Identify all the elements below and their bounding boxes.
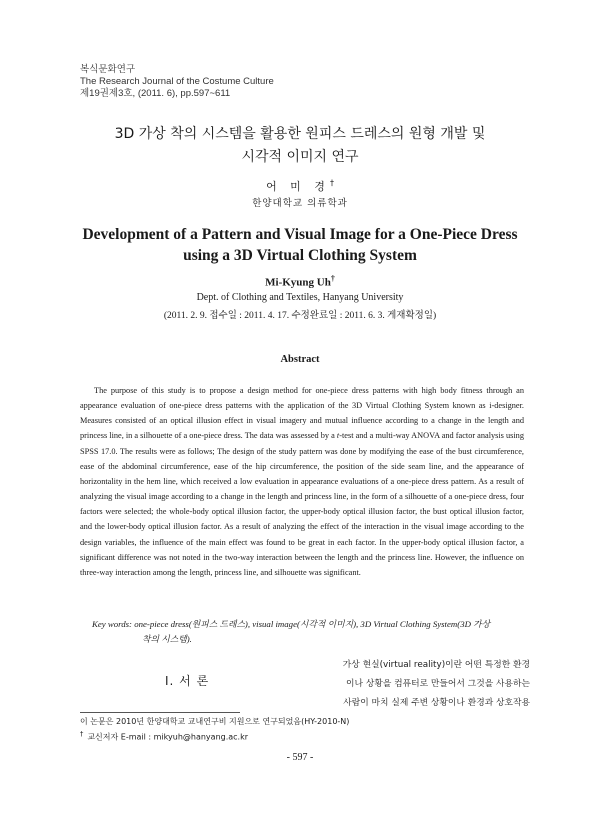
- intro-line1: 가상 현실(virtual reality)이란 어떤 특정한 환경: [342, 660, 530, 670]
- footnote-dagger: †: [80, 730, 84, 738]
- abstract-text-start: The purpose of this study is to propose a design method for one-piece dress patterns with high body fitness through an appearance evaluation of one-piece dress patterns with the application of the 3D Virtual Clothing System known as i-designer. Measures consisted of an optical illusion effect in visual imagery and mutual influence according to a change in the length and princess line, in a silhouette of a one-piece dress. The data was assessed by a: [80, 386, 524, 441]
- intro-text: [292, 656, 530, 713]
- abstract-text-rest: -test and a multi-way ANOVA and factor analysis using SPSS 17.0. The results were as follows; The design of the study pattern was done by modifying the ease of the bust circumference, ease of the abdominal circumference, ease of the hip circumference, the position of the side seam line, and the appearance of horizontality in the hem line, which received a low evaluation in appearance evaluations of a one-piece dress pattern. As a result of analyzing the visual image according to a change in the length and princess line, in the form of a silhouette of a one-piece dress, four factors were selected; the whole-body optical illusion factor, the upper-body optical illusion factor, the bust optical illusion factor, and the lower-body optical illusion factor. As a result of analyzing the effect of the interaction in the visual image according to the design variables, the influence of the main effect was found to be great in each factor. In the upper-body optical illusion factor, a significant difference was not noted in the two-way interaction between the length and the princess line. However, the influence on three-way interaction among the length, princess line, and silhouette was significant.: [80, 431, 524, 577]
- intro-line3: 사람이 마치 실제 주변 상황이나 환경과 상호작용: [343, 698, 530, 708]
- journal-issue: 제19권제3호, (2011. 6), pp.597~611: [80, 88, 231, 99]
- english-title-line1: Development of a Pattern and Visual Image for a One-Piece Dress: [82, 226, 518, 243]
- english-affiliation: Dept. of Clothing and Textiles, Hanyang University: [196, 292, 404, 303]
- intro-line2: 이나 상황을 컴퓨터로 만들어서 그것을 사용하는: [346, 679, 530, 689]
- section-heading: Ⅰ. 서 론: [165, 674, 210, 688]
- korean-author-dagger: †: [329, 178, 334, 188]
- journal-name-ko: 복식문화연구: [80, 64, 136, 75]
- english-title-line2: using a 3D Virtual Clothing System: [183, 247, 417, 264]
- keywords-line1: Key words: one-piece dress(원피스 드레스), visual image(시각적 이미지), 3D Virtual Clothing System(3D 가상: [92, 619, 491, 629]
- journal-header: [80, 64, 274, 100]
- korean-author-name: 어 미 경: [266, 180, 330, 193]
- footnote-funding: 이 논문은 2010년 한양대학교 교내연구비 지원으로 연구되었음(HY-2010-N): [80, 717, 350, 726]
- english-title: [30, 224, 570, 266]
- keywords-line2: 착의 시스템).: [142, 634, 192, 644]
- abstract-t-italic: t: [336, 431, 340, 441]
- footnote-divider: [80, 712, 240, 713]
- keywords: [92, 617, 528, 647]
- journal-name-en: The Research Journal of the Costume Culture: [80, 76, 274, 87]
- page-number: - 597 -: [286, 752, 314, 763]
- korean-title-line2: 시각적 이미지 연구: [241, 149, 359, 165]
- footnote-corresponding: [80, 728, 349, 744]
- english-author-name: Mi-Kyung Uh: [265, 276, 331, 289]
- abstract-body: [80, 383, 524, 580]
- footnote-email: 교신저자 E-mail : mikyuh@hanyang.ac.kr: [87, 732, 249, 742]
- abstract-paragraph: [80, 383, 524, 580]
- korean-title-line1: 3D 가상 착의 시스템을 활용한 원피스 드레스의 원형 개발 및: [114, 126, 486, 142]
- footnotes: [80, 716, 349, 744]
- korean-title: [40, 123, 560, 169]
- submission-dates: (2011. 2. 9. 접수일 : 2011. 4. 17. 수정완료일 : 2011. 6. 3. 게재확정일): [163, 311, 437, 321]
- korean-affiliation: 한양대학교 의류학과: [252, 198, 348, 209]
- english-author: [0, 274, 600, 289]
- abstract-heading: Abstract: [280, 354, 320, 365]
- korean-author: [0, 178, 600, 194]
- english-author-dagger: †: [330, 274, 335, 283]
